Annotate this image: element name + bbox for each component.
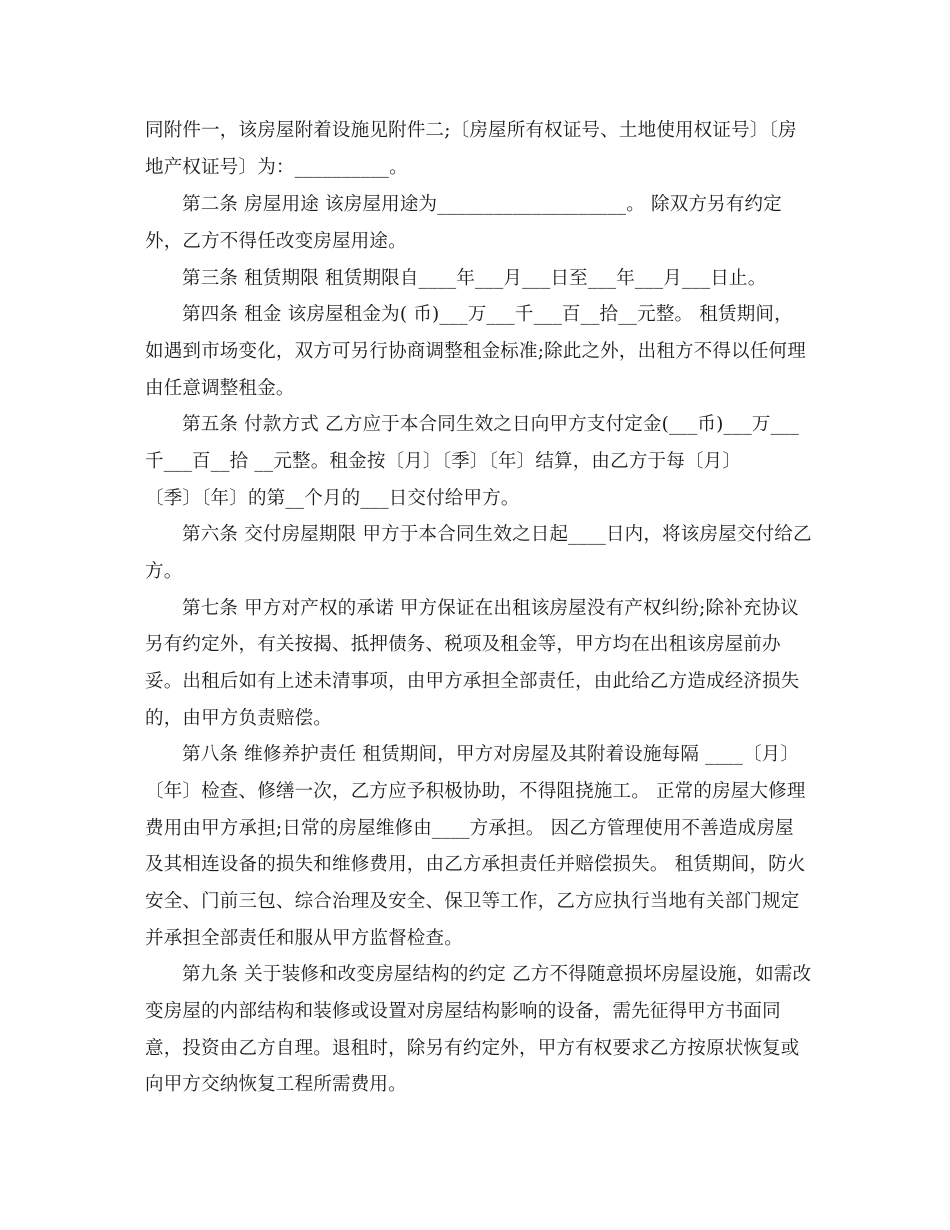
text-line: 妥。出租后如有上述未清事项，由甲方承担全部责任，由此给乙方造成经济损失 (145, 671, 800, 692)
article-7-heading-line: 第七条 甲方对产权的承诺 甲方保证在出租该房屋没有产权纠纷;除补充协议 (182, 598, 799, 619)
article-3-heading-line: 第三条 租赁期限 租赁期限自____年___月___日至___年___月___日止。 (182, 268, 767, 289)
text-line: 费用由甲方承担;日常的房屋维修由____方承担。 因乙方管理使用不善造成房屋 (145, 818, 794, 839)
text-line: 〔季〕〔年〕的第__个月的___日交付给甲方。 (145, 488, 520, 509)
article-5-heading-line: 第五条 付款方式 乙方应于本合同生效之日向甲方支付定金(___币)___万___ (182, 414, 799, 435)
text-line: 千___百__拾 __元整。租金按〔月〕〔季〕〔年〕结算，由乙方于每〔月〕 (145, 451, 742, 472)
text-line: 意，投资由乙方自理。退租时，除另有约定外，甲方有权要求乙方按原状恢复或 (145, 1038, 800, 1059)
article-6-heading-line: 第六条 交付房屋期限 甲方于本合同生效之日起____日内，将该房屋交付给乙 (182, 524, 812, 545)
article-8-heading-line: 第八条 维修养护责任 租赁期间，甲方对房屋及其附着设施每隔 ____〔月〕 (182, 744, 800, 765)
text-line: 及其相连设备的损失和维修费用，由乙方承担责任并赔偿损失。 租赁期间，防火 (145, 854, 806, 875)
text-line: 另有约定外，有关按揭、抵押债务、税项及租金等，甲方均在出租该房屋前办 (145, 634, 781, 655)
text-line: 并承担全部责任和服从甲方监督检查。 (145, 928, 463, 949)
text-line: 向甲方交纳恢复工程所需费用。 (145, 1074, 407, 1095)
text-line: 由任意调整租金。 (145, 378, 295, 399)
text-line: 地产权证号〕为：__________。 (145, 157, 408, 178)
article-4-heading-line: 第四条 租金 该房屋租金为( 币)___万___千___百__拾__元整。 租赁期间， (182, 304, 793, 325)
article-2-heading-line: 第二条 房屋用途 该房屋用途为____________________。 除双方另有约定 (182, 194, 782, 215)
text-line: 〔年〕检查、修缮一次，乙方应予积极协助，不得阻挠施工。 正常的房屋大修理 (145, 781, 806, 802)
article-9-heading-line: 第九条 关于装修和改变房屋结构的约定 乙方不得随意损坏房屋设施，如需改 (182, 964, 812, 985)
text-line: 安全、门前三包、综合治理及安全、保卫等工作，乙方应执行当地有关部门规定 (145, 891, 800, 912)
text-line: 变房屋的内部结构和装修或设置对房屋结构影响的设备，需先征得甲方书面同 (145, 1001, 781, 1022)
text-line: 方。 (145, 561, 183, 582)
text-line: 外，乙方不得任改变房屋用途。 (145, 231, 407, 252)
text-line: 同附件一，该房屋附着设施见附件二;〔房屋所有权证号、土地使用权证号〕〔房 (145, 120, 797, 141)
text-line: 如遇到市场变化，双方可另行协商调整租金标准;除此之外，出租方不得以任何理 (145, 341, 806, 362)
text-line: 的，由甲方负责赔偿。 (145, 708, 333, 729)
